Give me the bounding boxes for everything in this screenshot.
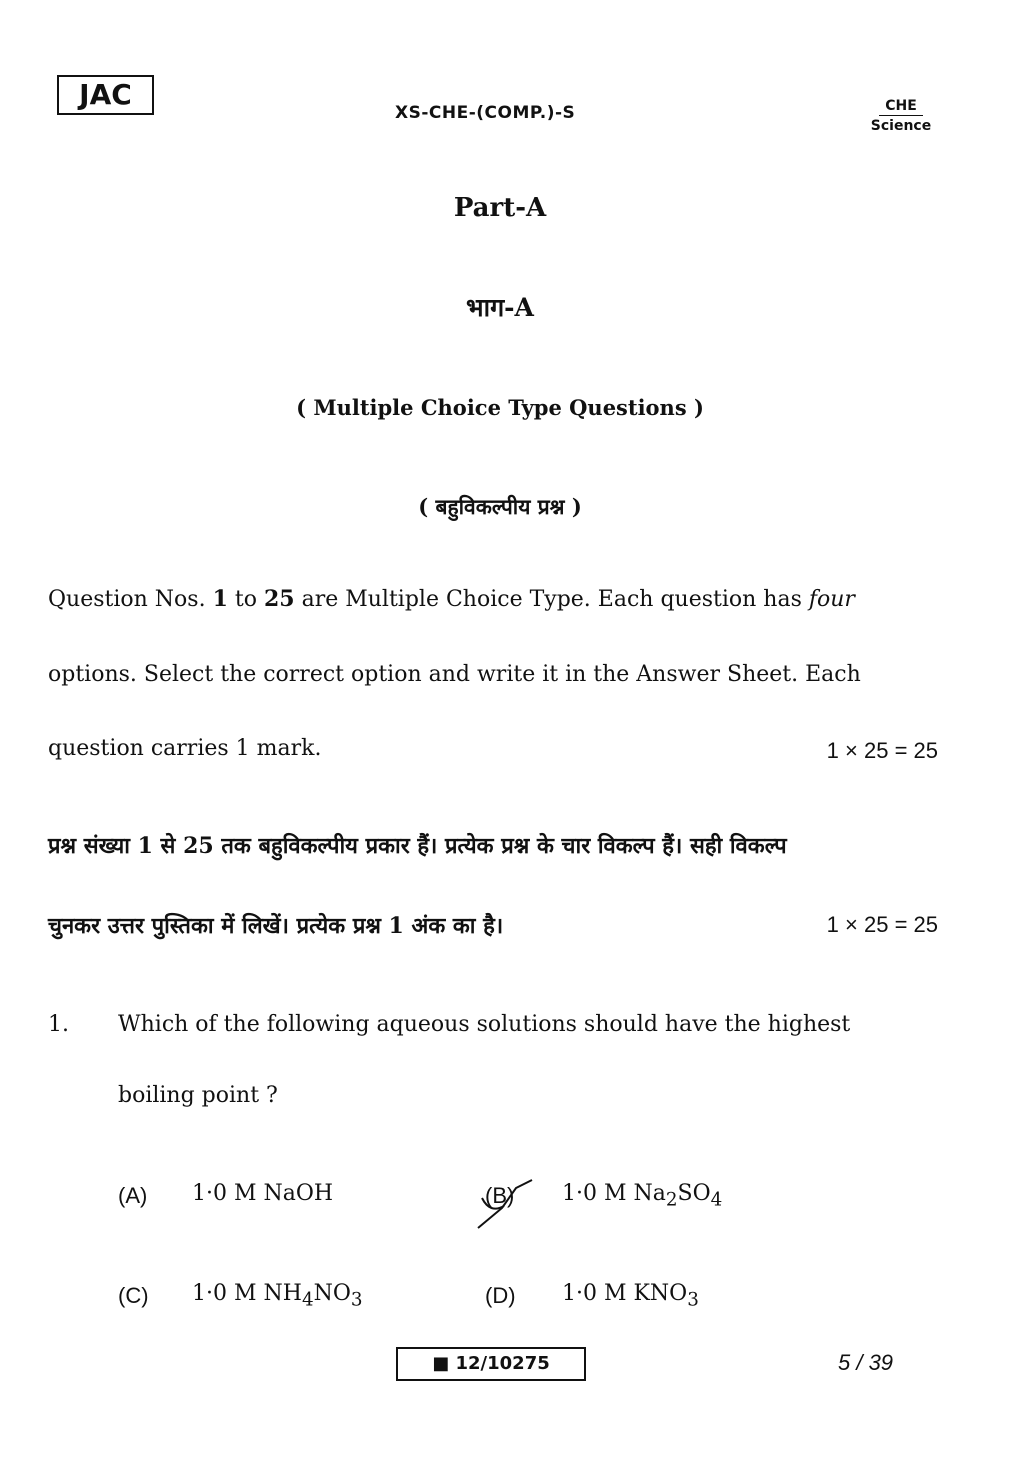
formula-part: 1·0 M Na (562, 1181, 666, 1206)
section-title-en: Part-A (453, 193, 547, 223)
option-c-value (192, 1281, 363, 1310)
question-text-line2: boiling point ? (118, 1083, 278, 1108)
formula-part: SO (677, 1181, 711, 1206)
text: to (227, 587, 264, 612)
option-a-label: (A) (118, 1183, 148, 1208)
section-title-hi: भाग-A (466, 293, 534, 322)
formula-subscript: 2 (665, 1189, 678, 1211)
instructions-hi-line1: प्रश्न संख्या 1 से 25 तक बहुविकल्पीय प्रकार हैं। प्रत्येक प्रश्न के चार विकल्प हैं। सही विकल्प (48, 833, 787, 859)
instructions-hi-line2: चुनकर उत्तर पुस्तिका में लिखें। प्रत्येक प्रश्न 1 अंक का है। (48, 913, 504, 939)
formula-part: NO (313, 1281, 351, 1306)
text-bold: 25 (263, 586, 295, 612)
option-c-label: (C) (118, 1283, 149, 1308)
text: Question Nos. (48, 587, 213, 612)
option-d-label: (D) (485, 1283, 516, 1308)
booklet-code-box: ■ 12/10275 (396, 1347, 586, 1381)
instructions-hi (48, 830, 938, 950)
option-a-value: 1·0 M NaOH (192, 1181, 334, 1206)
formula-subscript: 4 (710, 1189, 723, 1211)
question-type-en: ( Multiple Choice Type Questions ) (296, 395, 704, 420)
page-number: 5 / 39 (838, 1350, 894, 1375)
formula-part: 1·0 M NH (192, 1281, 302, 1306)
formula-subscript: 4 (301, 1289, 314, 1311)
text-italic: four (808, 587, 855, 612)
marks-hi: 1 × 25 = 25 (826, 912, 938, 937)
question-number: 1. (48, 1012, 69, 1037)
subject-code-box (860, 95, 942, 134)
text-bold: 1 (212, 586, 228, 612)
formula-subscript: 3 (687, 1289, 699, 1311)
marks-en: 1 × 25 = 25 (826, 738, 938, 763)
formula-part: 1·0 M KNO (562, 1281, 688, 1306)
question-type-hi: ( बहुविकल्पीय प्रश्न ) (418, 494, 582, 519)
instructions-en-line2: options. Select the correct option and write it in the Answer Sheet. Each (48, 662, 861, 687)
instructions-en (48, 586, 938, 766)
paper-code: XS-CHE-(COMP.)-S (395, 103, 576, 123)
subject-name: Science (870, 118, 932, 134)
text: are Multiple Choice Type. Each question has (294, 587, 809, 612)
option-d-value (562, 1281, 699, 1310)
pen-tick-mark (470, 1178, 540, 1234)
option-b-label: (B) (485, 1183, 515, 1208)
instructions-en-line3: question carries 1 mark. (48, 736, 322, 761)
board-logo-box: JAC (57, 75, 154, 115)
question-text-line1: Which of the following aqueous solutions should have the highest (118, 1012, 851, 1037)
formula-subscript: 3 (350, 1289, 363, 1311)
subject-code: CHE (879, 98, 923, 116)
instructions-en-line1 (48, 586, 855, 612)
option-b-value (562, 1181, 722, 1210)
